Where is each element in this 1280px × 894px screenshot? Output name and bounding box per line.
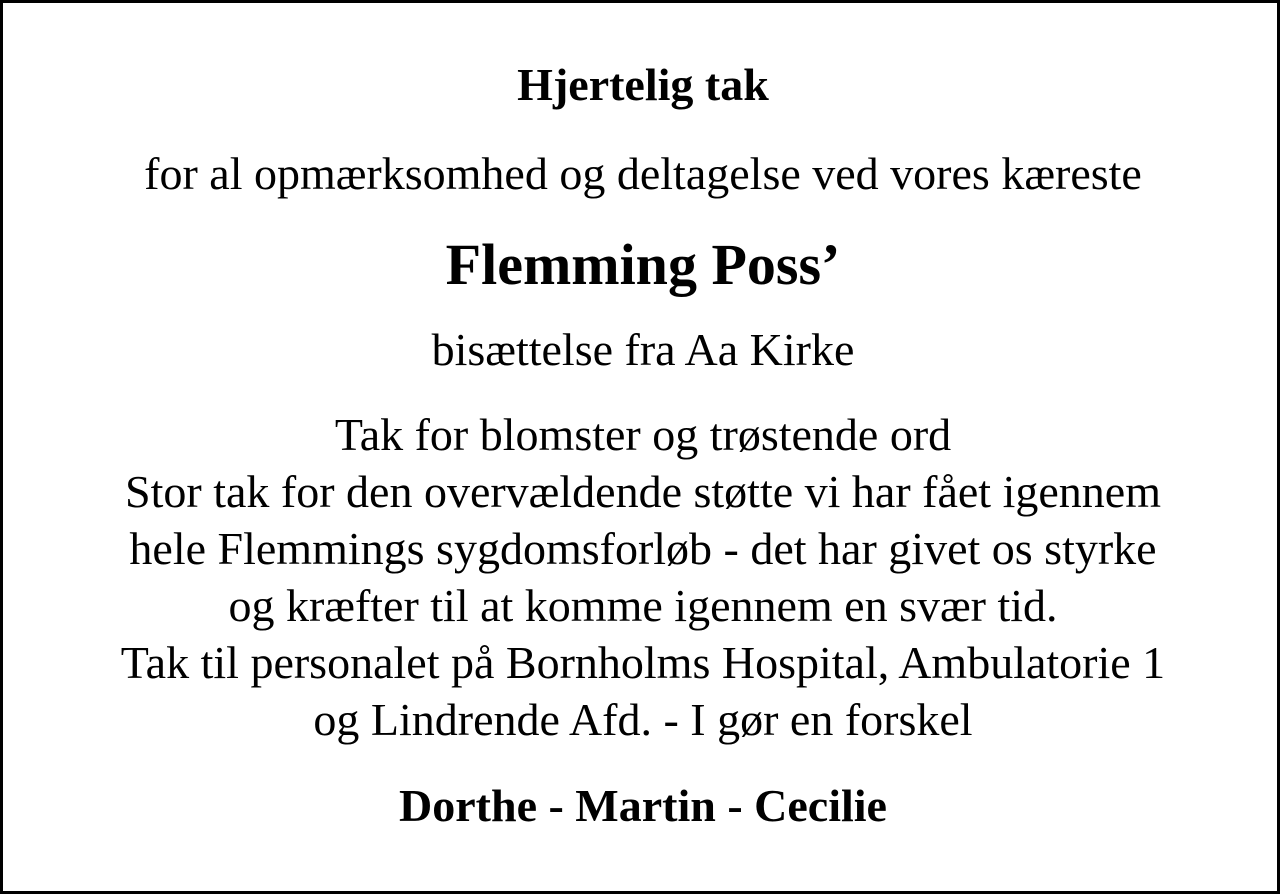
service-location: bisættelse fra Aa Kirke	[431, 324, 855, 375]
message-line: hele Flemmings sygdomsforløb - det har givet os styrke	[129, 523, 1157, 574]
message-line: Tak til personalet på Bornholms Hospital, Ambulatorie 1	[120, 637, 1166, 688]
message-line: og Lindrende Afd. - I gør en forskel	[313, 694, 973, 745]
thank-you-message	[3, 406, 1280, 748]
deceased-name: Flemming Poss’	[445, 232, 841, 297]
notice-heading: Hjertelig tak	[517, 59, 769, 110]
message-line: Stor tak for den overvældende støtte vi har fået igennem	[125, 466, 1161, 517]
message-line: Tak for blomster og trøstende ord	[334, 409, 952, 460]
message-line: og kræfter til at komme igennem en svær tid.	[228, 580, 1058, 631]
family-signature: Dorthe - Martin - Cecilie	[399, 780, 887, 831]
notice-intro: for al opmærksomhed og deltagelse ved vores kæreste	[144, 148, 1142, 199]
